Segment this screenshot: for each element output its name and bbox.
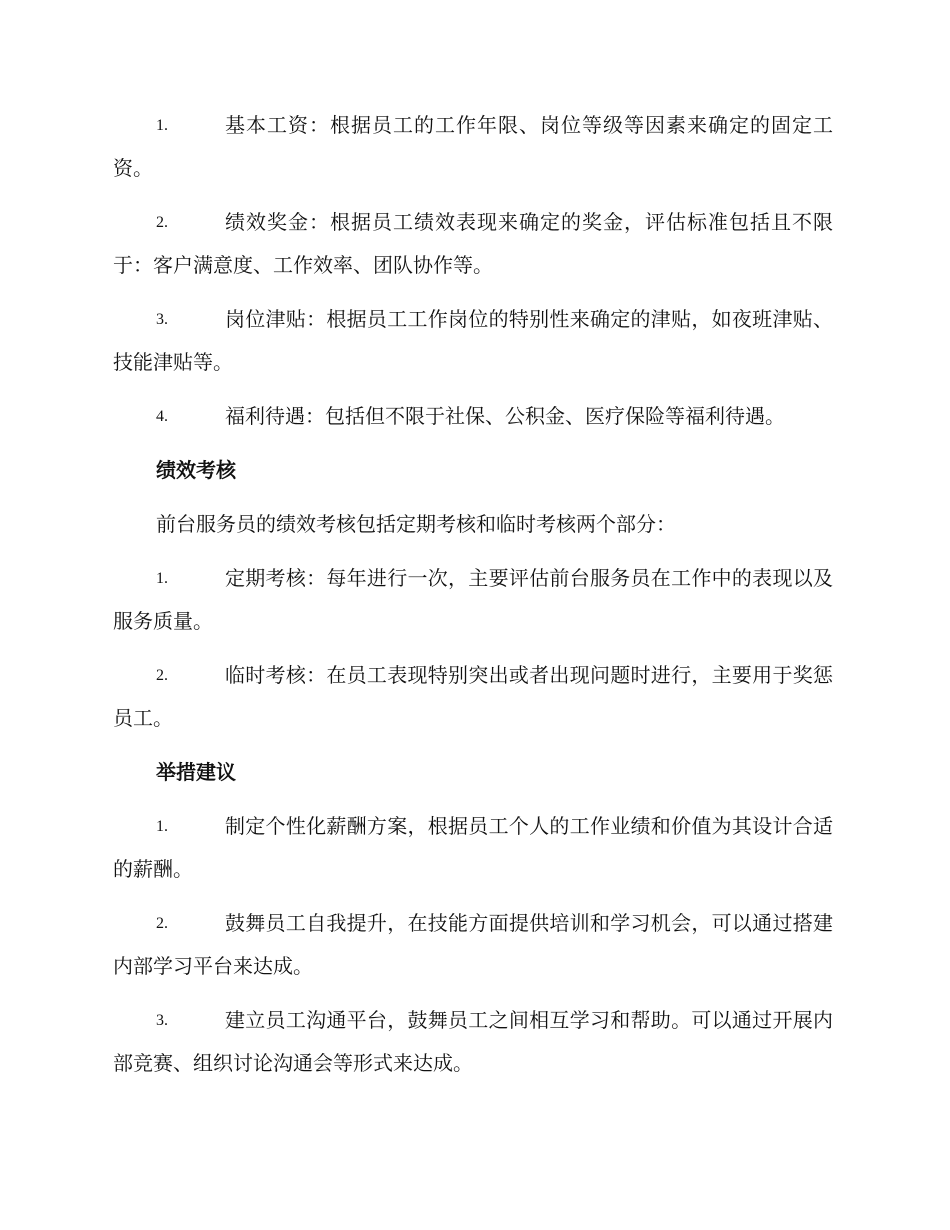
list-item-salary-2	[113, 201, 833, 287]
list-number: 4.	[156, 408, 168, 425]
list-text: 福利待遇：包括但不限于社保、公积金、医疗保险等福利待遇。	[225, 404, 785, 428]
list-item-performance-2	[113, 654, 833, 740]
list-item-salary-4	[113, 395, 833, 438]
list-number: 1.	[156, 117, 168, 134]
list-text: 定期考核：每年进行一次，主要评估前台服务员在工作中的表现以及服务质量。	[113, 566, 833, 633]
list-text: 制定个性化薪酬方案，根据员工个人的工作业绩和价值为其设计合适的薪酬。	[113, 814, 833, 881]
performance-intro: 前台服务员的绩效考核包括定期考核和临时考核两个部分：	[156, 512, 676, 536]
document-page	[113, 104, 833, 1096]
list-number: 1.	[156, 570, 168, 587]
section-heading-suggestions: 举措建议	[156, 760, 236, 784]
list-item-salary-3	[113, 298, 833, 384]
list-number: 1.	[156, 818, 168, 835]
list-text: 岗位津贴：根据员工工作岗位的特别性来确定的津贴，如夜班津贴、技能津贴等。	[113, 307, 833, 374]
list-item-suggestion-1	[113, 805, 833, 891]
section-heading-performance: 绩效考核	[156, 458, 236, 482]
list-number: 2.	[156, 915, 168, 932]
list-number: 2.	[156, 667, 168, 684]
list-item-suggestion-2	[113, 902, 833, 988]
list-text: 基本工资：根据员工的工作年限、岗位等级等因素来确定的固定工资。	[113, 113, 833, 180]
list-number: 3.	[156, 311, 168, 328]
list-text: 鼓舞员工自我提升，在技能方面提供培训和学习机会，可以通过搭建内部学习平台来达成。	[113, 911, 833, 978]
list-text: 绩效奖金：根据员工绩效表现来确定的奖金，评估标准包括且不限于：客户满意度、工作效率、团队协作等。	[113, 210, 833, 277]
list-text: 建立员工沟通平台，鼓舞员工之间相互学习和帮助。可以通过开展内部竞赛、组织讨论沟通会等形式来达成。	[113, 1008, 833, 1075]
list-item-performance-1	[113, 557, 833, 643]
list-number: 3.	[156, 1012, 168, 1029]
list-text: 临时考核：在员工表现特别突出或者出现问题时进行，主要用于奖惩员工。	[113, 663, 833, 730]
list-item-suggestion-3	[113, 999, 833, 1085]
list-number: 2.	[156, 214, 168, 231]
list-item-salary-1	[113, 104, 833, 190]
